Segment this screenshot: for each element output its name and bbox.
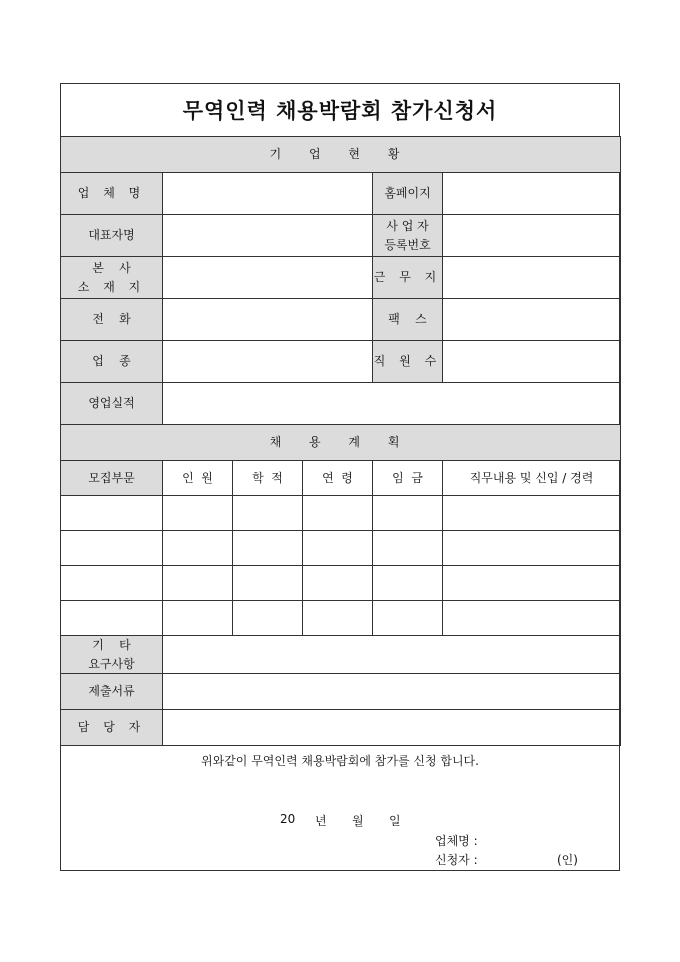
industry-field[interactable]: [163, 341, 373, 383]
table-row: [61, 601, 621, 636]
hq-address-field[interactable]: [163, 257, 373, 299]
column-header: 인 원: [163, 461, 233, 496]
month-label: 월: [352, 814, 364, 828]
hq-address-label-line2: 소 재 지: [77, 279, 146, 294]
table-row: [61, 496, 621, 531]
signature-block: [61, 745, 619, 871]
other-requests-label-line2: 요구사항: [88, 656, 135, 671]
column-header: 학 적: [233, 461, 303, 496]
homepage-label: 홈페이지: [373, 173, 443, 215]
table-cell[interactable]: [163, 601, 233, 636]
table-cell[interactable]: [163, 566, 233, 601]
employees-field[interactable]: [443, 341, 621, 383]
industry-label: 업 종: [61, 341, 163, 383]
table-cell[interactable]: [443, 566, 621, 601]
other-requests-label: [61, 636, 163, 674]
fax-field[interactable]: [443, 299, 621, 341]
ceo-field[interactable]: [163, 215, 373, 257]
table-cell[interactable]: [373, 601, 443, 636]
other-requests-label-line1: 기 타: [92, 638, 131, 652]
homepage-field[interactable]: [443, 173, 621, 215]
table-cell[interactable]: [373, 566, 443, 601]
table-cell[interactable]: [233, 531, 303, 566]
table-cell[interactable]: [233, 496, 303, 531]
table-cell[interactable]: [233, 566, 303, 601]
other-requests-field[interactable]: [163, 636, 621, 674]
column-header: 임 금: [373, 461, 443, 496]
column-header: 모집부문: [61, 461, 163, 496]
table-cell[interactable]: [61, 566, 163, 601]
company-name-label: 업 체 명: [61, 173, 163, 215]
application-form: [60, 83, 620, 871]
business-reg-label-line1: 사 업 자: [386, 218, 429, 233]
table-cell[interactable]: [61, 531, 163, 566]
workplace-label: 근 무 지: [373, 257, 443, 299]
applicant-label: 신청자 :: [435, 853, 478, 867]
table-row: [61, 566, 621, 601]
table-cell[interactable]: [373, 496, 443, 531]
table-cell[interactable]: [163, 531, 233, 566]
table-cell[interactable]: [443, 601, 621, 636]
year-label: 년: [315, 814, 327, 828]
phone-field[interactable]: [163, 299, 373, 341]
column-header: 직무내용 및 신입 / 경력: [443, 461, 621, 496]
sales-field[interactable]: [163, 383, 621, 425]
table-cell[interactable]: [303, 531, 373, 566]
hiring-section-header: 채 용 계 획: [61, 425, 621, 461]
seal-label: (인): [557, 853, 578, 867]
table-cell[interactable]: [443, 496, 621, 531]
table-cell[interactable]: [233, 601, 303, 636]
business-reg-label-line2: 등록번호: [384, 237, 431, 252]
ceo-label: 대표자명: [61, 215, 163, 257]
table-cell[interactable]: [163, 496, 233, 531]
column-header: 연 령: [303, 461, 373, 496]
business-reg-label: [373, 215, 443, 257]
table-cell[interactable]: [303, 566, 373, 601]
year-prefix: 20: [280, 812, 296, 826]
table-cell[interactable]: [303, 601, 373, 636]
table-cell[interactable]: [61, 496, 163, 531]
business-reg-field[interactable]: [443, 215, 621, 257]
table-row: [61, 531, 621, 566]
phone-label: 전 화: [61, 299, 163, 341]
employees-label: 직 원 수: [373, 341, 443, 383]
company-name-field[interactable]: [163, 173, 373, 215]
table-cell[interactable]: [303, 496, 373, 531]
form-table: [60, 136, 621, 746]
table-cell[interactable]: [61, 601, 163, 636]
company-section-header: 기 업 현 황: [61, 137, 621, 173]
documents-label: 제출서류: [61, 674, 163, 710]
sales-label: 영업실적: [61, 383, 163, 425]
hq-address-label-line1: 본 사: [92, 260, 131, 275]
day-label: 일: [389, 814, 401, 828]
manager-field[interactable]: [163, 710, 621, 746]
hq-address-label: [61, 257, 163, 299]
workplace-field[interactable]: [443, 257, 621, 299]
form-title: 무역인력 채용박람회 참가신청서: [182, 98, 498, 123]
table-cell[interactable]: [373, 531, 443, 566]
fax-label: 팩 스: [373, 299, 443, 341]
signature-company-label: 업체명 :: [435, 834, 478, 848]
table-cell[interactable]: [443, 531, 621, 566]
documents-field[interactable]: [163, 674, 621, 710]
manager-label: 담 당 자: [61, 710, 163, 746]
application-statement: 위와같이 무역인력 채용박람회에 참가를 신청 합니다.: [201, 754, 479, 768]
